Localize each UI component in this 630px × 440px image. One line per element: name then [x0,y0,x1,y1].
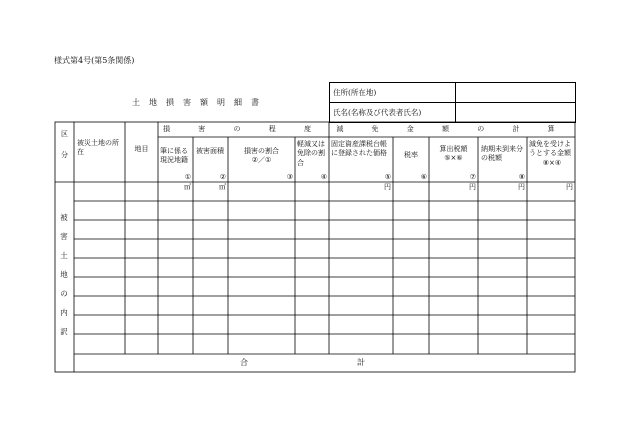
reduction-group-header [329,125,575,134]
circled-8: ⑧ [518,173,525,181]
unit-yen-1: 円 [384,183,391,191]
damaged-area-header: 被害面積 [196,147,224,155]
side-label [59,208,69,341]
circled-5: ⑤ [384,173,391,181]
form-title: 土地損害額明細書 [132,98,268,107]
kubun-header [55,130,74,161]
damage-group-text: 損 害 の 程 度 [163,125,324,133]
computed-tax-header [429,145,478,164]
kubun-char-2: 分 [61,151,68,160]
side-char: 訳 [60,327,68,336]
computed-tax-label: 算出税額 [439,145,468,153]
circled-4: ④ [320,173,327,181]
address-label: 住所(所在地) [330,83,456,103]
reduction-group-text: 減 免 金 額 の 計 算 [336,125,568,133]
location-header: 被災土地の所在 [77,139,119,157]
computed-tax-formula: ⑤×⑥ [444,154,463,163]
kubun-char-1: 区 [61,130,68,138]
side-char: 被 [60,213,68,222]
unit-yen-2: 円 [469,183,476,191]
unit-sqm-2: ㎡ [219,183,226,191]
side-char: の [60,289,68,298]
unit-yen-3: 円 [518,183,525,191]
unpaid-tax-header: 納期未到来分の税額 [481,145,523,163]
total-label-1: 合 [240,358,248,367]
area-by-registry-header: 筆に係る現況地籍 [160,147,188,165]
circled-1: ① [184,173,191,181]
side-char: 土 [60,251,68,260]
tax-rate-header: 税率 [404,151,418,159]
reduction-amount-label: 減免を受けようとする金額 [529,140,571,158]
assessed-value-header: 固定資産課税台帳に登録された価格 [331,140,387,158]
land-category-header: 地目 [134,145,149,153]
circled-3: ③ [286,173,293,181]
side-char: 内 [60,308,68,317]
reduction-amount-formula: ⑧×④ [542,158,562,167]
unit-yen-4: 円 [566,183,573,191]
form-number: 様式第4号(第5条関係) [54,56,135,65]
circled-2: ② [219,173,226,181]
circled-7: ⑦ [469,173,476,181]
damage-group-header [158,125,329,134]
side-char: 害 [60,232,68,241]
damage-ratio-label: 損害の割合 [244,147,279,155]
reduction-ratio-header: 軽減又は免除の割合 [297,140,325,167]
circled-6: ⑥ [420,173,427,181]
damage-ratio-header [228,147,295,166]
name-label: 氏名(名称及び代表者氏名) [330,103,456,123]
unit-sqm-1: ㎡ [184,183,191,191]
side-char: 地 [60,270,68,279]
damage-ratio-formula: ②／① [251,156,272,165]
total-label-2: 計 [357,358,365,367]
reduction-amount-header [529,140,575,168]
